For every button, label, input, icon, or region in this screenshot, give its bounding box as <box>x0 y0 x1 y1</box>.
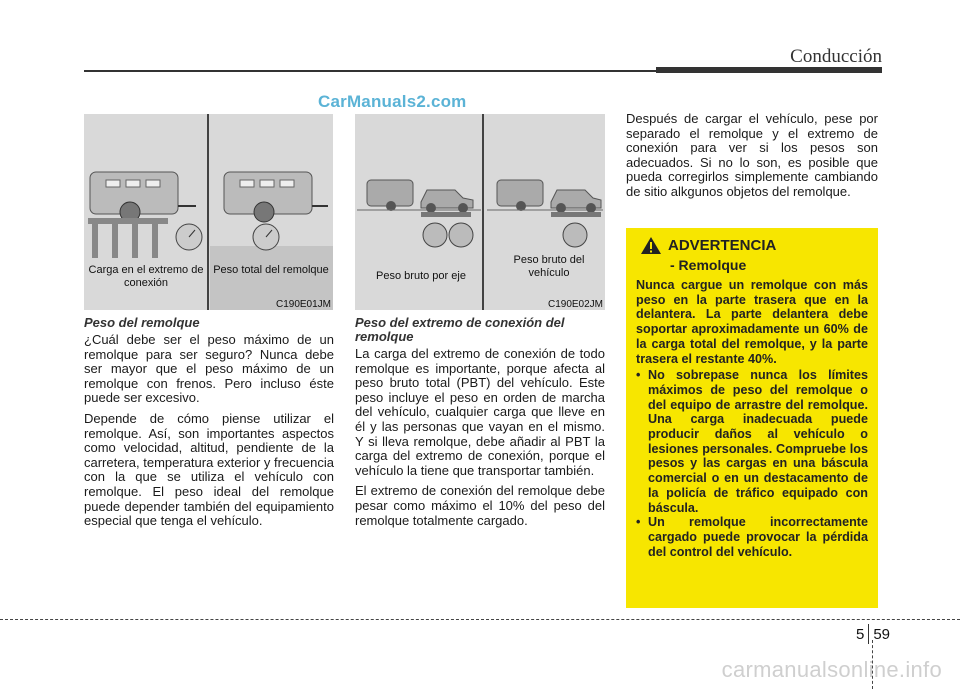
column-weighing <box>626 112 878 206</box>
page-number <box>856 624 890 644</box>
figure-label-vehicle-gross: Peso bruto del vehículo <box>513 254 585 279</box>
warning-triangle-icon <box>640 236 662 255</box>
figure-code: C190E02JM <box>547 299 603 310</box>
column-trailer-weight <box>84 316 334 535</box>
figure-label-axle-weight: Peso bruto por eje <box>376 270 466 282</box>
paragraph: El extremo de conexión del remolque debe pesar como máximo el 10% del peso del remolque totalmente cargado. <box>355 483 605 528</box>
warning-bullet: • No sobrepase nunca los límites máximos de peso del remolque o del equipo de arrastre del remolque. Una carga inadecuada puede producir daños al vehículo o lesiones personales. Compruebe los pesos y las cargas en una báscula comercial o en un destacamento de la policía de tráfico equipado con báscula. <box>636 368 868 515</box>
header-rule <box>84 70 678 72</box>
page-number-value: 59 <box>873 625 891 643</box>
paragraph: ¿Cuál debe ser el peso máximo de un remolque para ser seguro? Nunca debe ser mayor que el peso máximo de un remolque con frenos. Pero incluso éste puede ser excesivo. <box>84 332 334 406</box>
figure-trailer-weight <box>84 114 333 310</box>
watermark-bottom[interactable]: carmanualsonline.info <box>721 657 942 682</box>
watermark-top[interactable]: CarManuals2.com <box>318 92 467 111</box>
column-tongue-weight <box>355 316 605 534</box>
page-separator <box>868 624 869 644</box>
warning-title: ADVERTENCIA <box>668 237 777 254</box>
figure-gross-weights <box>355 114 605 310</box>
section-title: Conducción <box>790 46 882 67</box>
warning-list <box>636 368 868 559</box>
figure-label-tongue-load: Carga en el extremo de conexión <box>88 264 204 289</box>
chapter-number: 5 <box>856 625 865 643</box>
warning-header <box>640 236 868 255</box>
paragraph: Depende de cómo piense utilizar el remolque. Así, son importantes aspectos como velocidad, altitud, pendiente de la carretera, temperatura exterior y frecuencia con la que se utiliza el vehículo con remolque. El peso ideal del remolque puede depender también del equipamiento especial que tenga el vehículo. <box>84 410 334 529</box>
section-heading: Peso del extremo de conexión del remolque <box>355 315 565 344</box>
header-rule-accent <box>656 67 882 73</box>
paragraph: La carga del extremo de conexión de todo remolque es importante, porque afecta al peso bruto total (PBT) del vehículo. Este peso incluye el peso en orden de marcha del vehículo, cualquier carga que lleve en él y las personas que vayan en el mismo. Y si lleva remolque, debe añadir al PBT la carga del extremo de conexión, porque el vehículo la tiene que transportar también. <box>355 346 605 478</box>
warning-bullet: • Un remolque incorrectamente cargado puede provocar la pérdida del control del vehículo. <box>636 515 868 559</box>
warning-subtitle: - Remolque <box>670 257 747 273</box>
warning-body <box>636 278 868 559</box>
warning-intro: Nunca cargue un remolque con más peso en la parte trasera que en la delantera. La parte delantera debe soportar aproximadamente un 60% de la carga total del remolque, y la parte trasera el restante 40%. <box>636 278 868 366</box>
section-heading: Peso del remolque <box>84 315 200 330</box>
figure-label-trailer-total: Peso total del remolque <box>213 264 329 276</box>
warning-box <box>626 228 878 608</box>
paragraph: Después de cargar el vehículo, pese por separado el remolque y el extremo de conexión para ver si los pesos son adecuados. Si no lo son, es posible que pueda corregirlos simplemente cambiando de sitio alkgunos objetos del remolque. <box>626 111 878 199</box>
footer-rule <box>0 619 960 620</box>
figure-code: C190E01JM <box>275 299 331 310</box>
